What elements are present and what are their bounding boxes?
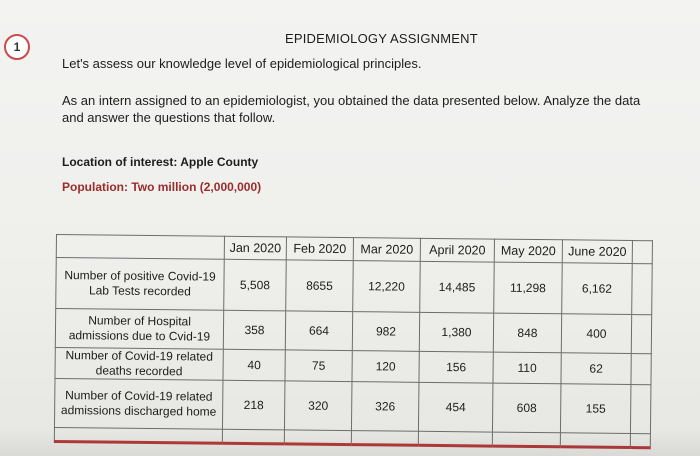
table-cell: 6,162 <box>562 263 633 315</box>
table-cell: 326 <box>351 382 419 432</box>
table-cell: 62 <box>561 353 631 385</box>
assignment-title: EPIDEMIOLOGY ASSIGNMENT <box>285 31 478 46</box>
table-row <box>55 309 651 354</box>
table-cell: 358 <box>223 310 285 350</box>
table-header-cell: June 2020 <box>562 240 632 264</box>
table-header-cell: Mar 2020 <box>353 238 420 262</box>
data-table <box>54 234 653 449</box>
table-row <box>54 378 650 433</box>
table-cell: 110 <box>493 352 561 384</box>
table-cell: 120 <box>352 351 419 383</box>
table-cell <box>631 315 651 354</box>
table-cell: 664 <box>285 311 352 351</box>
table-cell: 75 <box>285 350 352 382</box>
table-cell: 454 <box>418 382 493 432</box>
table-cell: 320 <box>284 381 352 431</box>
table-cell: 848 <box>493 313 561 353</box>
table-header-cell: May 2020 <box>494 239 562 263</box>
page-shadow <box>0 430 700 456</box>
table-cell: 14,485 <box>420 261 495 313</box>
row-label: Number of Covid-19 related deaths recorded <box>55 347 223 380</box>
question-number-badge: 1 <box>4 34 30 60</box>
table-cell: 11,298 <box>494 262 563 314</box>
location-text: Location of interest: Apple County <box>62 155 259 169</box>
instructions-text: As an intern assigned to an epidemiologist, you obtained the data presented below. Analyze the data and answer the questions that follow. <box>62 93 641 125</box>
table-cell: 608 <box>492 383 561 433</box>
table-cell: 40 <box>223 349 285 381</box>
table-cell: 1,380 <box>419 312 493 352</box>
table-cell: 400 <box>561 314 631 354</box>
table-header-cell: Jan 2020 <box>224 236 286 260</box>
row-label: Number of positive Covid-19 Lab Tests recorded <box>56 258 225 311</box>
table-header-cell <box>632 241 652 264</box>
table-header-cell: April 2020 <box>420 238 494 262</box>
table-cell <box>630 385 651 434</box>
table-row <box>56 258 653 315</box>
table-cell <box>631 354 651 385</box>
table-cell: 155 <box>560 384 631 434</box>
table-cell: 12,220 <box>353 261 421 313</box>
row-label: Number of Hospital admissions due to Cvid-19 <box>55 309 223 350</box>
table-header-cell: Feb 2020 <box>286 237 353 261</box>
table-cell: 156 <box>419 351 493 383</box>
table-header-cell <box>56 235 224 260</box>
table-cell: 982 <box>352 312 419 352</box>
table-cell: 5,508 <box>224 259 287 311</box>
row-label: Number of Covid-19 related admissions discharged home <box>54 378 223 429</box>
table-cell <box>632 264 653 315</box>
intro-text: Let's assess our knowledge level of epidemiological principles. <box>62 56 422 71</box>
table-cell: 218 <box>222 380 285 430</box>
population-text: Population: Two million (2,000,000) <box>62 180 262 194</box>
table-cell: 8655 <box>286 260 354 312</box>
